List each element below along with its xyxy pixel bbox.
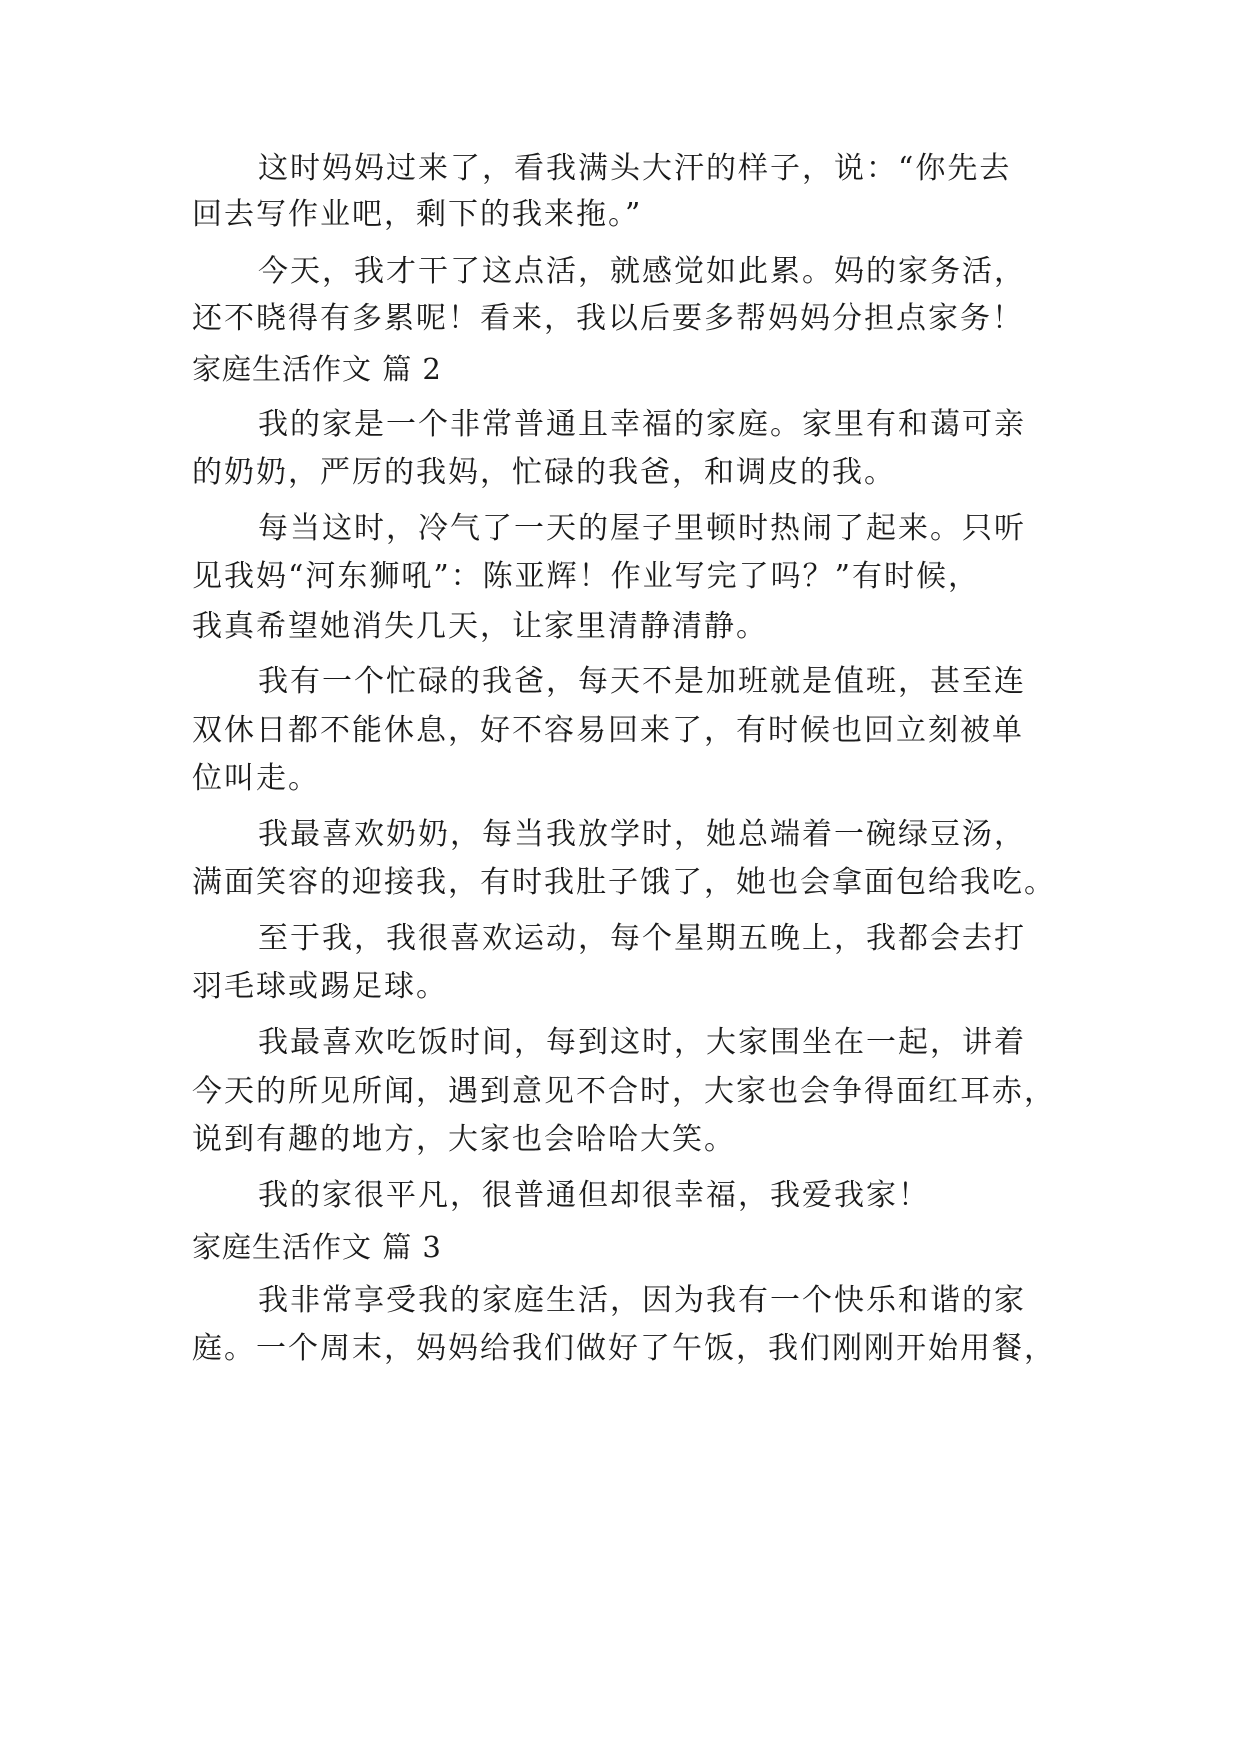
paragraph-line: 我最喜欢奶奶，每当我放学时，她总端着一碗绿豆汤， xyxy=(258,817,1026,852)
paragraph-line: 至于我，我很喜欢运动，每个星期五晚上，我都会去打 xyxy=(258,921,1026,956)
paragraph-line: 我有一个忙碌的我爸，每天不是加班就是值班，甚至连 xyxy=(258,664,1026,699)
paragraph-line: 这时妈妈过来了，看我满头大汗的样子，说：“你先去 xyxy=(258,151,1012,186)
paragraph-line: 我最喜欢吃饭时间，每到这时，大家围坐在一起，讲着 xyxy=(258,1025,1026,1060)
paragraph-line: 我的家很平凡，很普通但却很幸福，我爱我家！ xyxy=(258,1178,930,1213)
paragraph-line: 羽毛球或踢足球。 xyxy=(192,969,448,1004)
paragraph-line: 双休日都不能休息，好不容易回来了，有时候也回立刻被单 xyxy=(192,713,1024,748)
paragraph-line: 每当这时，冷气了一天的屋子里顿时热闹了起来。只听 xyxy=(258,511,1026,546)
paragraph-line: 我的家是一个非常普通且幸福的家庭。家里有和蔼可亲 xyxy=(258,407,1026,442)
paragraph-line: 见我妈“河东狮吼”：陈亚辉！作业写完了吗？”有时候， xyxy=(192,559,981,594)
section-heading: 家庭生活作文 篇 3 xyxy=(192,1230,442,1264)
paragraph-line: 说到有趣的地方，大家也会哈哈大笑。 xyxy=(192,1122,736,1157)
paragraph-line: 今天，我才干了这点活，就感觉如此累。妈的家务活， xyxy=(258,254,1026,289)
paragraph-line: 还不晓得有多累呢！看来，我以后要多帮妈妈分担点家务！ xyxy=(192,301,1024,336)
paragraph-line: 我真希望她消失几天，让家里清静清静。 xyxy=(192,609,768,644)
paragraph-line: 我非常享受我的家庭生活，因为我有一个快乐和谐的家 xyxy=(258,1283,1026,1318)
section-heading: 家庭生活作文 篇 2 xyxy=(192,352,442,386)
paragraph-line: 位叫走。 xyxy=(192,761,320,796)
paragraph-line: 的奶奶，严厉的我妈，忙碌的我爸，和调皮的我。 xyxy=(192,455,896,490)
paragraph-line: 今天的所见所闻，遇到意见不合时，大家也会争得面红耳赤， xyxy=(192,1074,1056,1109)
paragraph-line: 回去写作业吧，剩下的我来拖。” xyxy=(192,197,643,232)
paragraph-line: 庭。一个周末，妈妈给我们做好了午饭，我们刚刚开始用餐， xyxy=(192,1331,1056,1366)
paragraph-line: 满面笑容的迎接我，有时我肚子饿了，她也会拿面包给我吃。 xyxy=(192,865,1056,900)
